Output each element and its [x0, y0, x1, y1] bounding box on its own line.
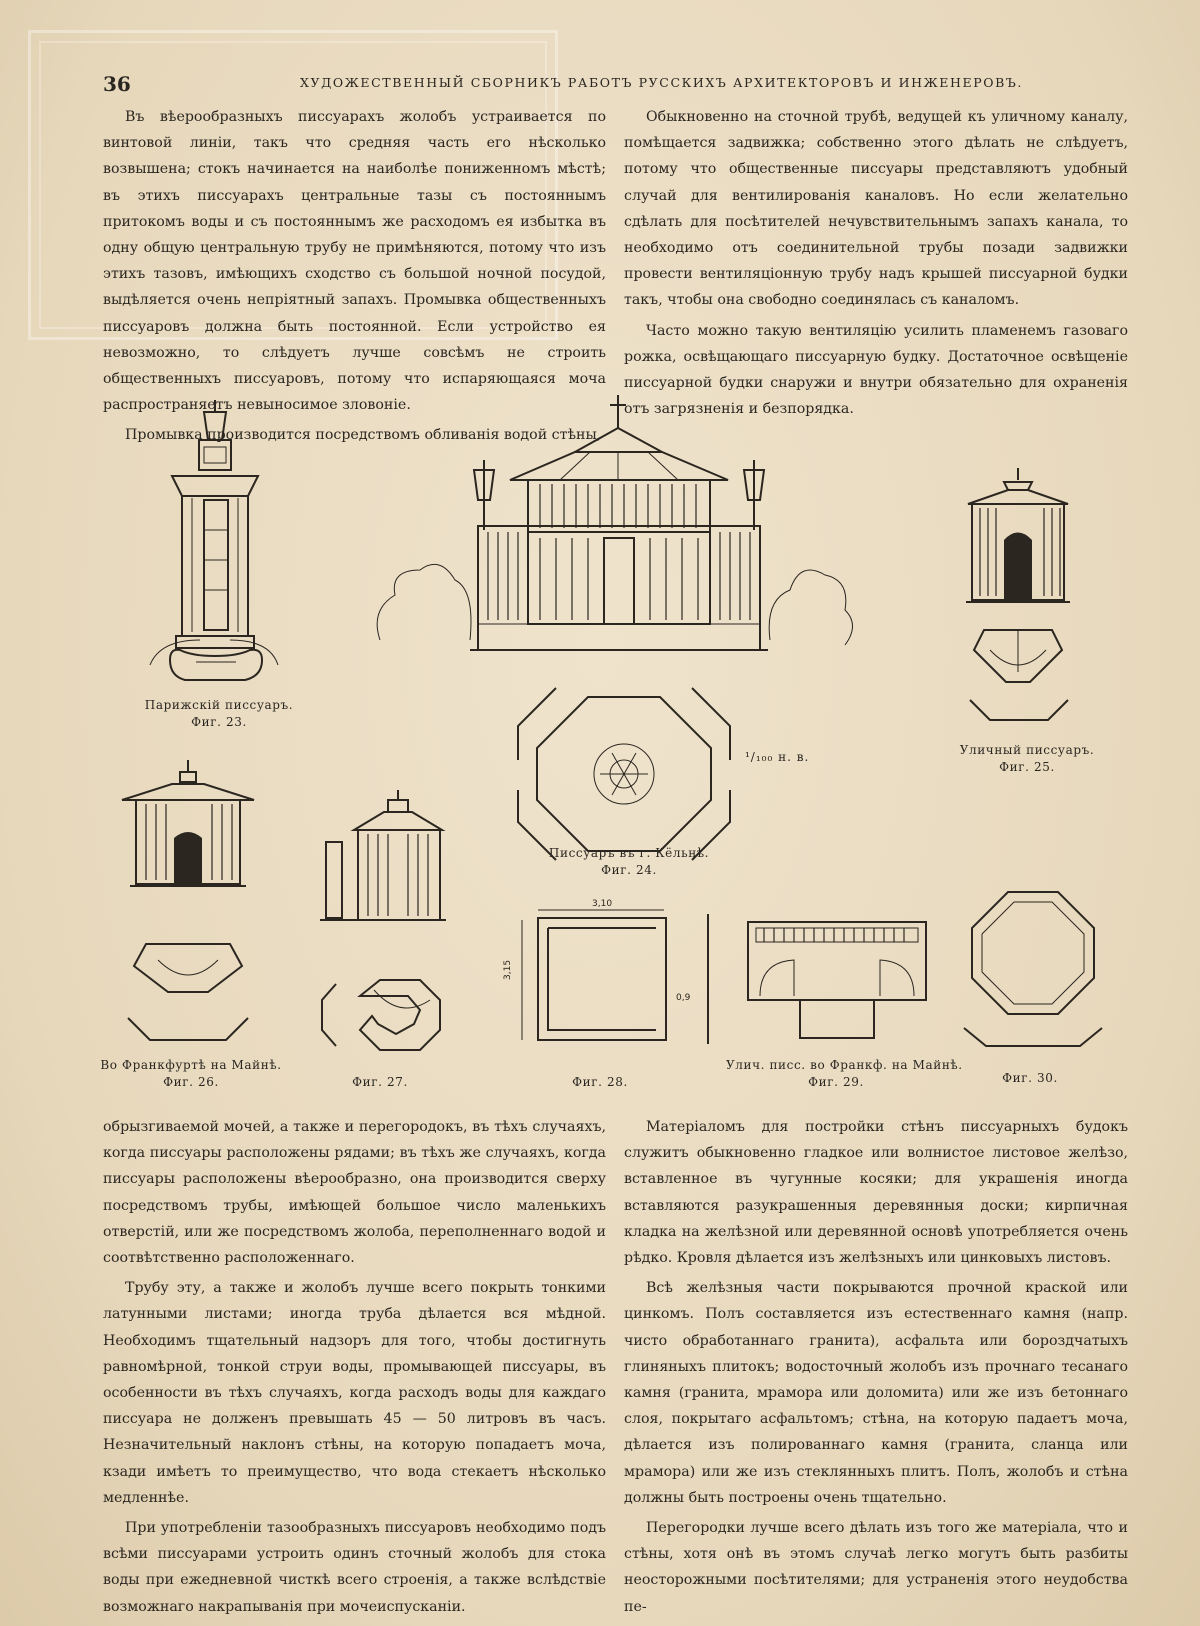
paragraph: Всѣ желѣзныя части покрываются прочной краской или цинкомъ. Полъ составляется изъ естественнаго камня (напр. чисто обработаннаго гранита), асфальта или бороздчатыхъ глиняныхъ плитокъ; водосточный жолобъ изъ прочнаго тесанаго камня (гранита, мрамора или доломита) или же изъ бетоннаго слоя, покрытаго асфальтомъ; стѣна, на которую падаетъ моча, дѣлается изъ полированнаго камня (гранита, сланца или мрамора) или же изъ стеклянныхъ плитъ. Полъ, жолобъ и стѣна должны быть построены очень тщательно.	[624, 1280, 1128, 1506]
running-header: ХУДОЖЕСТВЕННЫЙ СБОРНИКЪ РАБОТЪ РУССКИХЪ АРХИТЕКТОРОВЪ И ИНЖЕНЕРОВЪ.	[300, 75, 1023, 90]
paragraph: Трубу эту, а также и жолобъ лучше всего покрыть тонкими латунными листами; иногда труба дѣлается вся мѣдной. Необходимъ тщательный надзоръ для того, чтобы достигнуть равномѣрной, тонкой струи воды, промывающей писсуары, въ особенности въ тѣхъ случаяхъ, когда расходъ воды для каждаго писсуара не долженъ превышать 45 — 50 литровъ въ часъ. Незначительный наклонъ стѣны, на которую попадаетъ моча, кзади имѣетъ то преимущество, что вода стекаетъ нѣсколько медленнѣе.	[103, 1280, 606, 1506]
fig25-title: Уличный писсуаръ.	[959, 743, 1095, 757]
fig23-paris-urinal-plan	[150, 640, 278, 680]
paragraph: обрызгиваемой мочей, а также и перегородокъ, въ тѣхъ случаяхъ, когда писсуары расположены рядами; въ тѣхъ же случаяхъ, когда писсуары расположены вѣерообразно, она производится сверху посредствомъ трубы, имѣющей большое число маленькихъ отверстій, или же посредствомъ жолоба, переполненнаго водой и соотвѣтственно расположеннаго.	[103, 1119, 606, 1267]
fig30-caption	[990, 1070, 1070, 1087]
fig28-small-dimension: 0,9	[676, 993, 691, 1003]
fig27-plan	[322, 980, 440, 1050]
fig23-title: Парижскій писсуаръ.	[144, 698, 294, 712]
fig24-title: Писсуаръ въ г. Кёльнѣ.	[548, 846, 710, 860]
fig26-frankfurt-elevation	[122, 760, 254, 886]
fig30-number: Фиг. 30.	[1002, 1071, 1058, 1085]
paragraph: Матеріаломъ для постройки стѣнъ писсуарныхъ будокъ служитъ обыкновенно гладкое или волнистое листовое желѣзо, вставленное въ чугунные косяки; для украшенія иногда вставляются разукрашенныя деревянныя доски; кирпичная кладка на желѣзной или деревянной основѣ употребляется очень рѣдко. Кровля дѣлается изъ желѣзныхъ или цинковыхъ листовъ.	[624, 1119, 1128, 1267]
text-column-bottom-right	[624, 1114, 1128, 1624]
paragraph: Перегородки лучше всего дѣлать изъ того же матеріала, что и стѣны, хотя онѣ въ этомъ случаѣ легко могутъ быть разбиты неосторожными посѣтителями; для устраненія этого неудобства пе-	[624, 1520, 1128, 1615]
page-number: 36	[103, 72, 131, 96]
paragraph: Промывка производится посредствомъ обливанія водой стѣны,	[125, 427, 602, 444]
fig29-number: Фиг. 29.	[808, 1075, 864, 1089]
fig25-street-urinal-plan	[970, 630, 1068, 720]
paragraph: Въ вѣерообразныхъ писсуарахъ жолобъ устраивается по винтовой линіи, такъ что средняя часть его нѣсколько возвышена; стокъ начинается на наиболѣе пониженномъ мѣстѣ; въ этихъ писсуарахъ центральные тазы съ постояннымъ притокомъ воды и съ постояннымъ же расходомъ ея избытка въ одну общую центральную трубу не примѣняются, потому что изъ этихъ тазовъ, имѣющихъ сходство съ большой ночной посудой, выдѣляется очень непріятный запахъ. Промывка общественныхъ писсуаровъ должна быть постоянной. Если устройство ея невозможно, то слѣдуетъ лучше совсѣмъ не строить общественныхъ писсуаровъ, потому что испаряющаяся моча распространяетъ невыносимое зловоніе.	[103, 109, 606, 414]
fig24-cologne-pavilion-elevation	[377, 395, 852, 650]
fig25-street-urinal-elevation	[966, 468, 1070, 602]
fig25-number: Фиг. 25.	[999, 760, 1055, 774]
fig29-plan	[748, 922, 926, 1038]
fig26-number: Фиг. 26.	[163, 1075, 219, 1089]
fig24-caption	[514, 845, 744, 879]
fig26-caption	[96, 1057, 286, 1091]
fig25-caption	[942, 742, 1112, 776]
paragraph: При употребленіи тазообразныхъ писсуаровъ необходимо подъ всѣми писсуарами устроить одинъ сточный жолобъ для стока воды при ежедневной чисткѣ всего строенія, а также вслѣдствіе возможнаго накрапыванія при мочеиспусканіи.	[103, 1520, 606, 1615]
fig27-elevation	[320, 790, 446, 920]
paragraph: Часто можно такую вентиляцію усилить пламенемъ газоваго рожка, освѣщающаго писсуарную будку. Достаточное освѣщеніе писсуарной будки снаружи и внутри обязательно для охраненія отъ загрязненія и безпорядка.	[624, 322, 1128, 418]
fig28-width-dimension: 3,10	[592, 899, 613, 909]
scale-note: ¹/₁₀₀ н. в.	[745, 750, 810, 764]
fig28-number: Фиг. 28.	[572, 1075, 628, 1089]
fig29-title: Улич. писс. во Франкф. на Майнѣ.	[726, 1058, 963, 1072]
fig26-title: Во Франкфуртѣ на Майнѣ.	[100, 1058, 282, 1072]
fig23-caption	[134, 697, 304, 731]
fig30-plan	[964, 892, 1102, 1046]
fig28-caption	[560, 1074, 640, 1091]
fig28-height-dimension: 3,15	[503, 959, 513, 980]
fig23-number: Фиг. 23.	[191, 715, 247, 729]
fig29-caption	[726, 1057, 963, 1091]
fig27-number: Фиг. 27.	[352, 1075, 408, 1089]
fig27-caption	[340, 1074, 420, 1091]
text-column-bottom-left	[103, 1114, 606, 1624]
fig24-cologne-octagon-plan	[518, 688, 730, 860]
fig26-frankfurt-plan	[128, 944, 248, 1040]
fig28-plan	[503, 899, 708, 1044]
paragraph: Обыкновенно на сточной трубѣ, ведущей къ уличному каналу, помѣщается задвижка; собственно этого дѣлать не слѣдуетъ, потому что общественные писсуары представляютъ удобный случай для вентилированія каналовъ. Но если желательно сдѣлать для посѣтителей нечувствительнымъ запахъ канала, то необходимо отъ соединительной трубы позади задвижки провести вентиляціонную трубу надъ крышей писсуарной будки такъ, чтобы она свободно соединялась съ каналомъ.	[624, 109, 1128, 309]
fig24-number: Фиг. 24.	[601, 863, 657, 877]
fig23-paris-urinal-elevation	[172, 400, 258, 648]
